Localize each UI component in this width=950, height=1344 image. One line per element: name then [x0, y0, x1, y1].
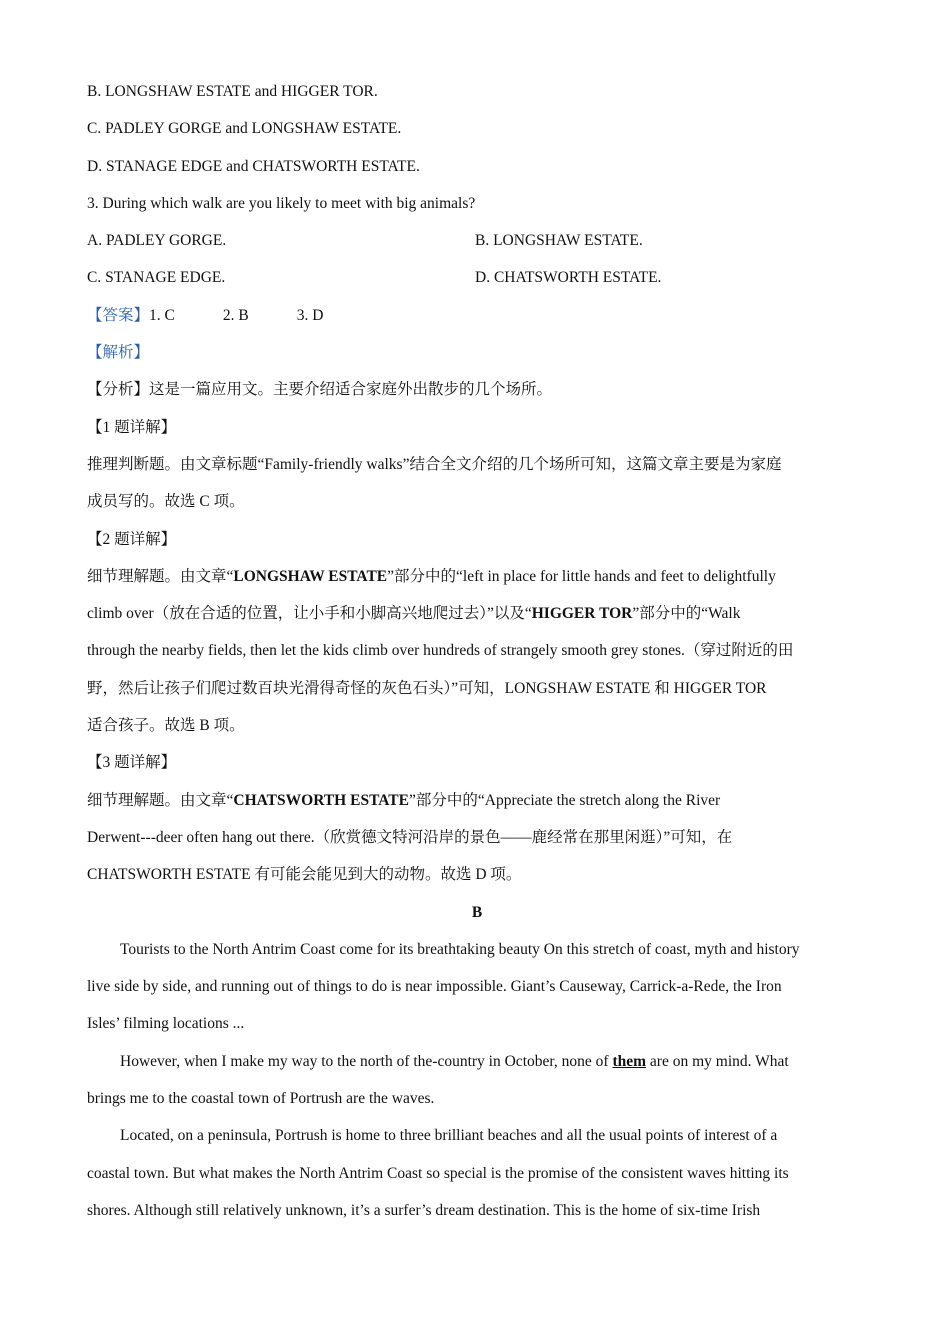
q2-option-c: C. PADLEY GORGE and LONGSHAW ESTATE.	[87, 120, 402, 138]
detail2-line	[87, 600, 867, 637]
answer-1: 1. C	[149, 306, 175, 324]
detail3-line: Derwent---deer often hang out there.（欣赏德文特河沿岸的景色——鹿经常在那里闲逛）”可知，在	[87, 828, 733, 846]
underlined-word: them	[612, 1052, 647, 1070]
passage-text: However, when I make my way to the north of the-country in October, none of	[120, 1052, 613, 1070]
detail2-line: through the nearby fields, then let the kids climb over hundreds of strangely smooth grey stones.（穿过附近的田	[87, 642, 794, 660]
overview-line	[87, 376, 867, 413]
answer-2: 2. B	[222, 306, 249, 324]
detail1-line: 成员写的。故选 C 项。	[87, 493, 245, 511]
detail2-text: 细节理解题。由文章“	[87, 567, 234, 585]
document-page	[87, 78, 867, 1234]
overview-text: 这是一篇应用文。主要介绍适合家庭外出散步的几个场所。	[149, 381, 553, 399]
detail2-line: 适合孩子。故选 B 项。	[87, 717, 245, 735]
detail1-line: 推理判断题。由文章标题“Family-friendly walks”结合全文介绍的几个场所可知，这篇文章主要是为家庭	[87, 455, 782, 473]
q3-option-c: C. STANAGE EDGE.	[87, 269, 226, 287]
passage-line: shores. Although still relatively unknown, it’s a surfer’s dream destination. This is the home of six-time Irish	[87, 1201, 761, 1219]
answer-3: 3. D	[296, 306, 324, 324]
passage-text: are on my mind. What	[646, 1052, 789, 1070]
passage-line: Located, on a peninsula, Portrush is home to three brilliant beaches and all the usual points of interest of a	[120, 1127, 778, 1145]
detail3-text: ”部分中的“Appreciate the stretch along the River	[408, 791, 721, 809]
passage-line: brings me to the coastal town of Portrush are the waves.	[87, 1090, 435, 1108]
passage-line	[87, 1048, 867, 1085]
passage-line: coastal town. But what makes the North Antrim Coast so special is the promise of the consistent waves hitting its	[87, 1164, 789, 1182]
passage-line: Isles’ filming locations ...	[87, 1015, 245, 1033]
detail2-label: 【2 题详解】	[87, 530, 177, 548]
detail2-line: 野，然后让孩子们爬过数百块光滑得奇怪的灰色石头）”可知，LONGSHAW ESTATE 和 HIGGER TOR	[87, 679, 767, 697]
passage-line: Tourists to the North Antrim Coast come for its breathtaking beauty On this stretch of coast, myth and history	[120, 940, 800, 958]
analysis-label: 【解析】	[87, 344, 150, 362]
section-b-heading: B	[471, 903, 483, 921]
detail3-line	[87, 787, 867, 824]
answer-line	[87, 302, 867, 339]
q3-options-row-2	[87, 264, 867, 301]
q3-options-row-1	[87, 227, 867, 264]
q2-option-d: D. STANAGE EDGE and CHATSWORTH ESTATE.	[87, 157, 420, 175]
detail2-section-name: LONGSHAW ESTATE	[233, 567, 388, 585]
detail3-label: 【3 题详解】	[87, 754, 177, 772]
detail3-section-name: CHATSWORTH ESTATE	[233, 791, 409, 809]
detail1-label: 【1 题详解】	[87, 418, 177, 436]
detail3-line: CHATSWORTH ESTATE 有可能会能见到大的动物。故选 D 项。	[87, 866, 522, 884]
passage-line: live side by side, and running out of things to do is near impossible. Giant’s Causeway, Carrick-a-Rede, the Iron	[87, 978, 782, 996]
overview-label: 【分析】	[87, 381, 150, 399]
q3-option-a: A. PADLEY GORGE.	[87, 232, 227, 250]
q2-option-b: B. LONGSHAW ESTATE and HIGGER TOR.	[87, 83, 378, 100]
detail2-section-name: HIGGER TOR	[531, 605, 633, 623]
q3-option-d: D. CHATSWORTH ESTATE.	[475, 269, 662, 287]
answer-label: 【答案】	[87, 306, 150, 324]
detail2-text: ”部分中的“left in place for little hands and feet to delightfully	[387, 567, 776, 585]
detail2-text: climb over（放在合适的位置，让小手和小脚高兴地爬过去）”以及“	[87, 605, 532, 623]
q3-question: 3. During which walk are you likely to meet with big animals?	[87, 194, 476, 212]
q3-option-b: B. LONGSHAW ESTATE.	[475, 232, 643, 250]
detail2-line	[87, 563, 867, 600]
detail3-text: 细节理解题。由文章“	[87, 791, 234, 809]
detail2-text: ”部分中的“Walk	[632, 605, 741, 623]
